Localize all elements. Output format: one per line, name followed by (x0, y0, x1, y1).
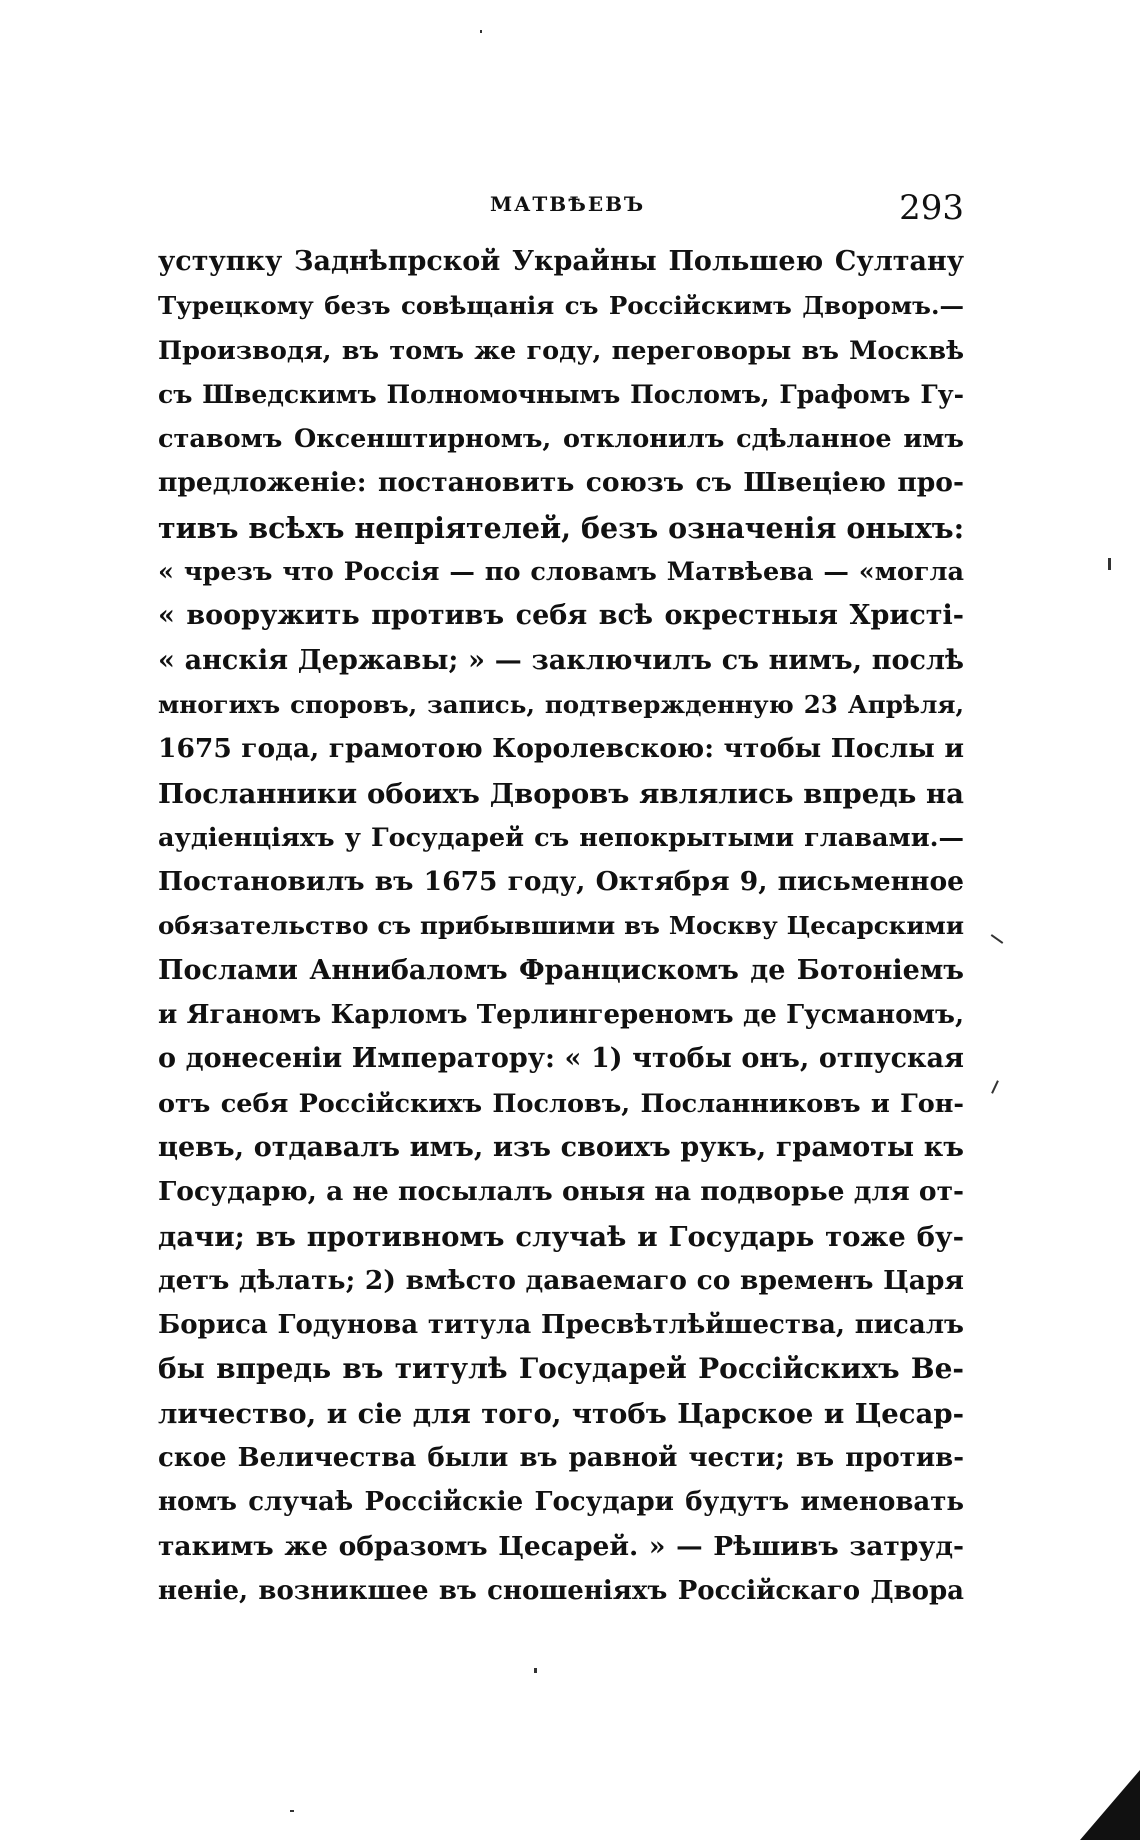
body-text (158, 240, 964, 1613)
text-line: Посланники обоихъ Дворовъ являлись впредь на (158, 777, 964, 810)
text-line: уступку Заднѣпрской Украйны Польшею Султану (158, 246, 964, 277)
text-line: 1675 года, грамотою Королевскою: чтобы Послы и (158, 733, 964, 765)
text-line: ское Величества были въ равной чести; въ против- (158, 1443, 964, 1474)
text-line: детъ дѣлать; 2) вмѣсто даваемаго со временъ Царя (158, 1264, 964, 1296)
text-line: ставомъ Оксенштирномъ, отклонилъ сдѣланное имъ (158, 424, 964, 455)
text-line: и Яганомъ Карломъ Терлингереномъ де Гусманомъ, (158, 1000, 964, 1031)
text-line: бы впредь въ титулѣ Государей Россійскихъ Ве- (158, 1352, 964, 1386)
text-line: неніе, возникшее въ сношеніяхъ Россійскаго Двора (158, 1575, 964, 1606)
scan-corner-mark (1080, 1770, 1140, 1840)
text-line: многихъ споровъ, запись, подтвержденную 23 Апрѣля, (158, 689, 964, 719)
text-line: Производя, въ томъ же году, переговоры въ Москвѣ (158, 335, 964, 366)
text-line: номъ случаѣ Россійскіе Государи будутъ именовать (158, 1487, 964, 1518)
page-header (158, 188, 964, 228)
text-line: цевъ, отдавалъ имъ, изъ своихъ рукъ, грамоты къ (158, 1131, 964, 1163)
text-line: дачи; въ противномъ случаѣ и Государь тоже бу- (158, 1220, 964, 1253)
text-line: Постановилъ въ 1675 году, Октября 9, письменное (158, 866, 964, 898)
text-line: « вооружить противъ себя всѣ окрестныя Христі- (158, 600, 964, 632)
text-line: Турецкому безъ совѣщанія съ Россійскимъ Дворомъ.— (158, 291, 964, 321)
text-line: о донесеніи Императору: « 1) чтобы онъ, отпуская (158, 1043, 964, 1075)
text-line: Послами Аннибаломъ Францискомъ де Ботоніемъ (158, 954, 964, 986)
running-head: МАТВѢЕВЪ (490, 192, 646, 216)
text-line: предложеніе: постановить союзъ съ Швеціею про- (158, 467, 964, 499)
text-line: Государю, а не посылалъ оныя на подворье для от- (158, 1176, 964, 1208)
text-line: аудіенціяхъ у Государей съ непокрытыми главами.— (158, 822, 964, 853)
text-line: Бориса Годунова титула Пресвѣтлѣйшества, писалъ (158, 1310, 964, 1341)
text-line: « анскія Державы; » — заключилъ съ нимъ, послѣ (158, 644, 964, 676)
text-line: отъ себя Россійскихъ Пословъ, Посланниковъ и Гон- (158, 1088, 964, 1119)
text-line: « чрезъ что Россія — по словамъ Матвѣева — «могла (158, 557, 964, 588)
text-line: такимъ же образомъ Цесарей. » — Рѣшивъ затруд- (158, 1530, 964, 1562)
text-line: обязательство съ прибывшими въ Москву Цесарскими (158, 911, 964, 941)
page-number: 293 (899, 188, 964, 228)
text-line: личество, и сіе для того, чтобъ Царское и Цесар- (158, 1397, 964, 1430)
text-line: тивъ всѣхъ непріятелей, безъ означенія оныхъ: (158, 510, 964, 545)
text-line: съ Шведскимъ Полномочнымъ Посломъ, Графомъ Гу- (158, 379, 964, 409)
